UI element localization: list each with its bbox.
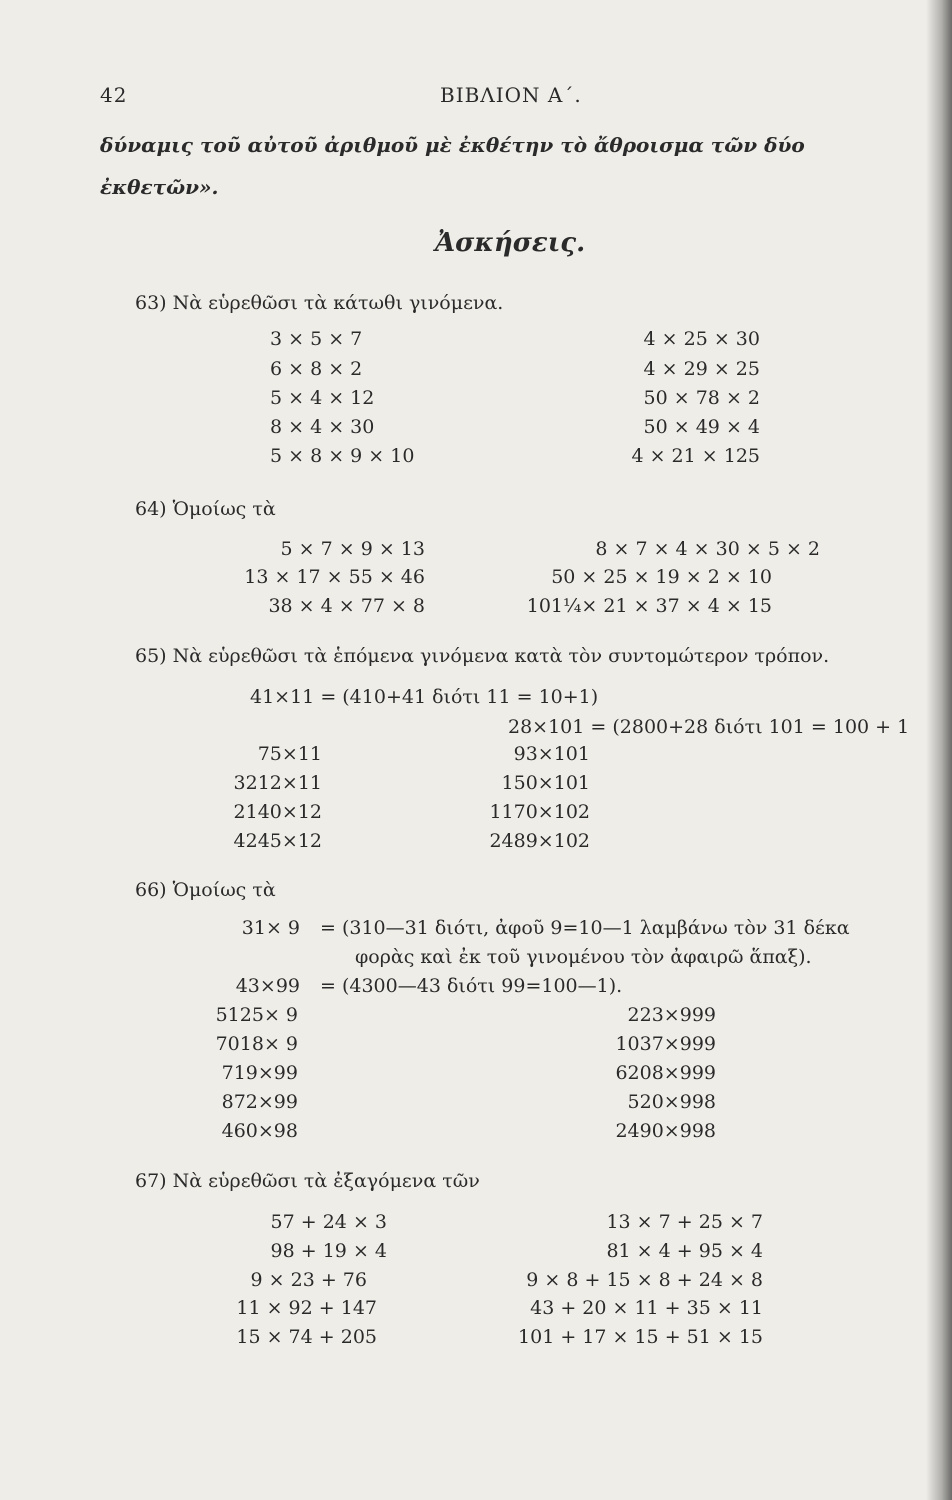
ex63-left-5: 5 × 8 × 9 × 10 (270, 445, 415, 467)
ex65-right-4: 2489×102 (489, 830, 590, 852)
ex66-line2-expr: 43×99 (235, 975, 300, 997)
exercise-63-label: 63) Νὰ εὑρεθῶσι τὰ κάτωθι γινόμενα. (135, 292, 504, 314)
ex63-left-4: 8 × 4 × 30 (270, 416, 375, 438)
ex66-left-5: 460×98 (221, 1120, 298, 1142)
ex63-right-4: 50 × 49 × 4 (643, 416, 760, 438)
ex63-right-3: 50 × 78 × 2 (643, 387, 760, 409)
ex63-right-1: 4 × 25 × 30 (643, 328, 760, 350)
ex66-right-1: 223×999 (627, 1004, 716, 1026)
intro-line-2: ἐκθετῶν». (100, 175, 219, 199)
ex65-left-4: 4245×12 (233, 830, 322, 852)
exercise-66-label: 66) Ὁμοίως τὰ (135, 879, 276, 901)
ex67-left-1: 57 + 24 × 3 (270, 1211, 387, 1233)
ex63-right-5: 4 × 21 × 125 (631, 445, 760, 467)
ex66-left-2: 7018× 9 (215, 1033, 298, 1055)
ex66-left-1: 5125× 9 (215, 1004, 298, 1026)
exercise-67-label: 67) Νὰ εὑρεθῶσι τὰ ἐξαγόμενα τῶν (135, 1170, 480, 1192)
ex67-left-3: 9 × 23 + 76 (250, 1269, 367, 1291)
ex67-left-2: 98 + 19 × 4 (270, 1240, 387, 1262)
exercise-65-label: 65) Νὰ εὑρεθῶσι τὰ ἑπόμενα γινόμενα κατὰ τὸν συντομώτερον τρόπον. (135, 645, 830, 667)
ex65-right-2: 150×101 (501, 772, 590, 794)
intro-line-1: δύναμις τοῦ αὐτοῦ ἀριθμοῦ μὲ ἐκθέτην τὸ ἄθροισμα τῶν δύο (100, 133, 805, 157)
ex67-left-4: 11 × 92 + 147 (236, 1297, 377, 1319)
ex67-right-2: 81 × 4 + 95 × 4 (606, 1240, 763, 1262)
ex67-right-5: 101 + 17 × 15 + 51 × 15 (518, 1326, 763, 1348)
ex66-left-4: 872×99 (221, 1091, 298, 1113)
ex66-left-3: 719×99 (221, 1062, 298, 1084)
ex65-example-right: 28×101 = (2800+28 διότι 101 = 100 + 1 (508, 716, 910, 738)
ex67-right-1: 13 × 7 + 25 × 7 (606, 1211, 763, 1233)
ex63-left-1: 3 × 5 × 7 (270, 328, 363, 350)
page-edge-shadow (926, 0, 952, 1500)
ex64-right-2: 50 × 25 × 19 × 2 × 10 (551, 566, 772, 588)
ex65-right-3: 1170×102 (489, 801, 590, 823)
ex64-left-1: 5 × 7 × 9 × 13 (280, 538, 425, 560)
ex66-right-3: 6208×999 (615, 1062, 716, 1084)
ex66-right-5: 2490×998 (615, 1120, 716, 1142)
ex66-line1-cont: φορὰς καὶ ἐκ τοῦ γινομένου τὸν ἀφαιρῶ ἅπαξ). (355, 946, 812, 968)
ex64-right-1: 8 × 7 × 4 × 30 × 5 × 2 (595, 538, 820, 560)
ex65-example-left: 41×11 = (410+41 διότι 11 = 10+1) (250, 686, 599, 708)
ex65-left-3: 2140×12 (233, 801, 322, 823)
ex63-left-3: 5 × 4 × 12 (270, 387, 375, 409)
ex66-line2-text: = (4300—43 διότι 99=100—1). (320, 975, 623, 997)
ex66-line1-text: = (310—31 διότι, ἀφοῦ 9=10—1 λαμβάνω τὸν 31 δέκα (320, 917, 850, 939)
ex64-left-2: 13 × 17 × 55 × 46 (244, 566, 425, 588)
section-title: Ἀσκήσεις. (435, 228, 586, 258)
ex63-right-2: 4 × 29 × 25 (643, 358, 760, 380)
ex66-line1-expr: 31× 9 (241, 917, 300, 939)
ex64-left-3: 38 × 4 × 77 × 8 (268, 595, 425, 617)
ex66-right-2: 1037×999 (615, 1033, 716, 1055)
running-title: ΒΙΒΛΙΟΝ Α΄. (440, 83, 582, 107)
ex66-right-4: 520×998 (627, 1091, 716, 1113)
page-number: 42 (100, 83, 128, 107)
ex64-right-3: 101¼× 21 × 37 × 4 × 15 (526, 595, 772, 617)
ex63-left-2: 6 × 8 × 2 (270, 358, 363, 380)
ex67-right-3: 9 × 8 + 15 × 8 + 24 × 8 (526, 1269, 763, 1291)
ex67-left-5: 15 × 74 + 205 (236, 1326, 377, 1348)
ex65-left-2: 3212×11 (233, 772, 322, 794)
ex65-right-1: 93×101 (513, 743, 590, 765)
ex67-right-4: 43 + 20 × 11 + 35 × 11 (530, 1297, 763, 1319)
ex65-left-1: 75×11 (257, 743, 322, 765)
exercise-64-label: 64) Ὁμοίως τὰ (135, 498, 276, 520)
